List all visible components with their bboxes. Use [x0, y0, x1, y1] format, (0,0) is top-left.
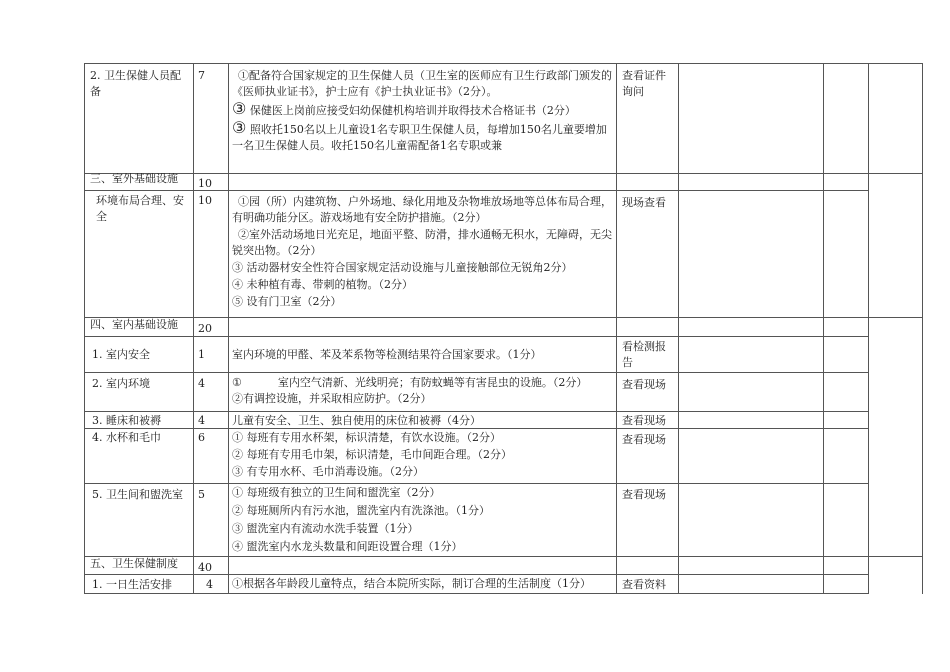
- row-divider: [84, 556, 922, 557]
- section-title: 四、室内基础设施: [90, 318, 178, 331]
- item-name: 2. 卫生保健人员配备: [90, 69, 181, 98]
- check-method: 查看证件询问: [622, 69, 666, 98]
- item-name-cell: [90, 68, 190, 170]
- criteria-line: ③ 活动器材安全性符合国家规定活动设施与儿童接触部位无锐角2分）: [232, 261, 573, 274]
- score-value: 1: [198, 348, 205, 361]
- score-value: 4: [198, 377, 205, 390]
- criteria-line: 室内空气清新、光线明亮；有防蚊蝇等有害昆虫的设施。（2分）: [277, 376, 588, 389]
- column-divider: [823, 63, 824, 594]
- check-method: 现场查看: [622, 196, 666, 209]
- item-name-cell: [92, 414, 190, 428]
- check-method: 查看现场: [622, 378, 666, 391]
- criteria-line: 照收托150名以上儿童设1名专职卫生保健人员，每增加150名儿童要增加一名卫生保健人员。收托150名儿童需配备1名专职或兼: [232, 123, 607, 152]
- criteria-line: 儿童有安全、卫生、独自使用的床位和被褥（4分）: [232, 414, 481, 427]
- score-value: 4: [198, 414, 205, 427]
- criteria-line: 保健医上岗前应接受妇幼保健机构培训并取得技术合格证书（2分）: [249, 104, 576, 117]
- section-score-cell: [198, 177, 226, 191]
- score-cell: [198, 414, 226, 428]
- criteria-cell: [232, 194, 612, 316]
- criteria-cell: [232, 576, 612, 593]
- table-bottom-border: [84, 593, 868, 594]
- column-divider: [228, 63, 229, 594]
- score-value: 7: [198, 69, 205, 82]
- method-cell: [622, 68, 674, 108]
- section-score: 20: [198, 322, 212, 335]
- item-name-cell: [90, 487, 190, 523]
- criteria-line: ④ 未种植有毒、带刺的植物。（2分）: [232, 278, 413, 291]
- score-cell: [198, 193, 226, 211]
- section-title-cell: [90, 557, 190, 574]
- item-name: 1. 室内安全: [92, 348, 150, 361]
- section-title: 五、卫生保健制度: [90, 557, 178, 570]
- criteria-line: ① 每班级有独立的卫生间和盥洗室（2分）: [232, 486, 441, 499]
- item-name: 3. 睡床和被褥: [92, 414, 161, 427]
- item-name: 1. 一日生活安排: [92, 578, 172, 591]
- method-cell: [622, 377, 674, 395]
- check-method: 看检测报告: [622, 340, 666, 369]
- table-top-border-extra: [868, 63, 923, 64]
- circled-number-mark: ①: [232, 376, 242, 389]
- score-cell: [198, 430, 226, 448]
- row-divider: [84, 173, 922, 174]
- method-cell: [622, 339, 674, 372]
- score-cell: [198, 487, 226, 505]
- method-cell: [622, 487, 674, 505]
- section-score: 40: [198, 561, 212, 574]
- section-title-cell: [90, 173, 190, 190]
- criteria-line: ①根据各年龄段儿童特点，结合本院所实际，制订合理的生活制度（1分）: [232, 577, 591, 590]
- check-method: 查看现场: [622, 488, 666, 501]
- criteria-line: ②有调控设施，并采取相应防护。（2分）: [232, 392, 432, 405]
- criteria-line: ①园（所）内建筑物、户外场地、绿化用地及杂物堆放场地等总体布局合理，有明确功能分区。游戏场地有安全防护措施。（2分）: [232, 195, 612, 224]
- row-divider: [84, 317, 922, 318]
- column-divider: [678, 63, 679, 594]
- check-method: 查看现场: [622, 414, 666, 427]
- method-cell: [622, 577, 674, 593]
- criteria-line: ③ 盥洗室内有流动水洗手装置（1分）: [232, 522, 419, 535]
- criteria-line: ①配备符合国家规定的卫生保健人员（卫生室的医师应有卫生行政部门颁发的《医师执业证书》，护士应有《护士执业证书》（2分）。: [232, 69, 612, 98]
- section-title: 三、室外基础设施: [90, 173, 178, 185]
- row-divider: [84, 336, 868, 337]
- criteria-cell: [232, 429, 612, 483]
- score-cell: [198, 347, 226, 365]
- item-name-cell: [92, 577, 190, 593]
- column-divider: [84, 63, 85, 594]
- criteria-line: 室内环境的甲醛、苯及苯系物等检测结果符合国家要求。（1分）: [232, 348, 542, 361]
- check-method: 查看资料: [622, 578, 666, 591]
- check-method: 查看现场: [622, 433, 666, 446]
- method-cell: [622, 413, 674, 428]
- item-name: 5. 卫生间和盥洗室: [92, 488, 183, 501]
- section-score-cell: [198, 561, 226, 575]
- score-cell: [206, 577, 226, 593]
- item-name: 环境布局合理、安全: [96, 194, 184, 223]
- criteria-line: ④ 盥洗室内水龙头数量和间距设置合理（1分）: [232, 540, 463, 553]
- method-cell: [622, 432, 674, 450]
- item-name-cell: [92, 347, 190, 365]
- column-divider: [616, 63, 617, 594]
- score-cell: [198, 376, 226, 394]
- table-top-border: [84, 63, 868, 64]
- criteria-line: ① 每班有专用水杯架，标识清楚，有饮水设施。（2分）: [232, 431, 501, 444]
- section-score-cell: [198, 322, 226, 336]
- criteria-cell: [232, 375, 612, 411]
- criteria-cell: [232, 413, 612, 428]
- section-score: 10: [198, 177, 212, 190]
- score-cell: [198, 68, 226, 86]
- row-divider: [84, 411, 868, 412]
- criteria-line: ②室外活动场地日光充足，地面平整、防滑，排水通畅无积水，无障碍，无尖锐突出物。（2分）: [232, 228, 612, 257]
- criteria-cell: [232, 347, 612, 365]
- circled-number-mark: ③: [232, 99, 247, 118]
- criteria-line: ② 每班有专用毛巾架，标识清楚，毛巾间距合理。（2分）: [232, 448, 512, 461]
- item-name: 4. 水杯和毛巾: [92, 431, 161, 444]
- column-divider: [868, 63, 869, 594]
- score-value: 10: [198, 194, 212, 207]
- method-cell: [622, 195, 676, 213]
- criteria-line: ③ 有专用水杯、毛巾消毒设施。（2分）: [232, 465, 424, 478]
- score-value: 4: [206, 578, 213, 591]
- row-divider: [84, 372, 868, 373]
- criteria-cell: [232, 484, 612, 556]
- score-value: 5: [198, 488, 205, 501]
- item-name-cell: [96, 193, 191, 233]
- item-name-cell: [92, 376, 190, 394]
- column-divider: [193, 63, 194, 594]
- item-name: 2. 室内环境: [92, 377, 150, 390]
- column-divider: [922, 63, 923, 594]
- item-name-cell: [92, 430, 190, 448]
- criteria-cell: [232, 68, 612, 172]
- criteria-line: ⑤ 设有门卫室（2分）: [232, 295, 342, 308]
- score-value: 6: [198, 431, 205, 444]
- section-title-cell: [90, 318, 190, 336]
- circled-number-mark: ③: [232, 118, 247, 137]
- criteria-line: ② 每班厕所内有污水池，盥洗室内有洗涤池。（1分）: [232, 504, 490, 517]
